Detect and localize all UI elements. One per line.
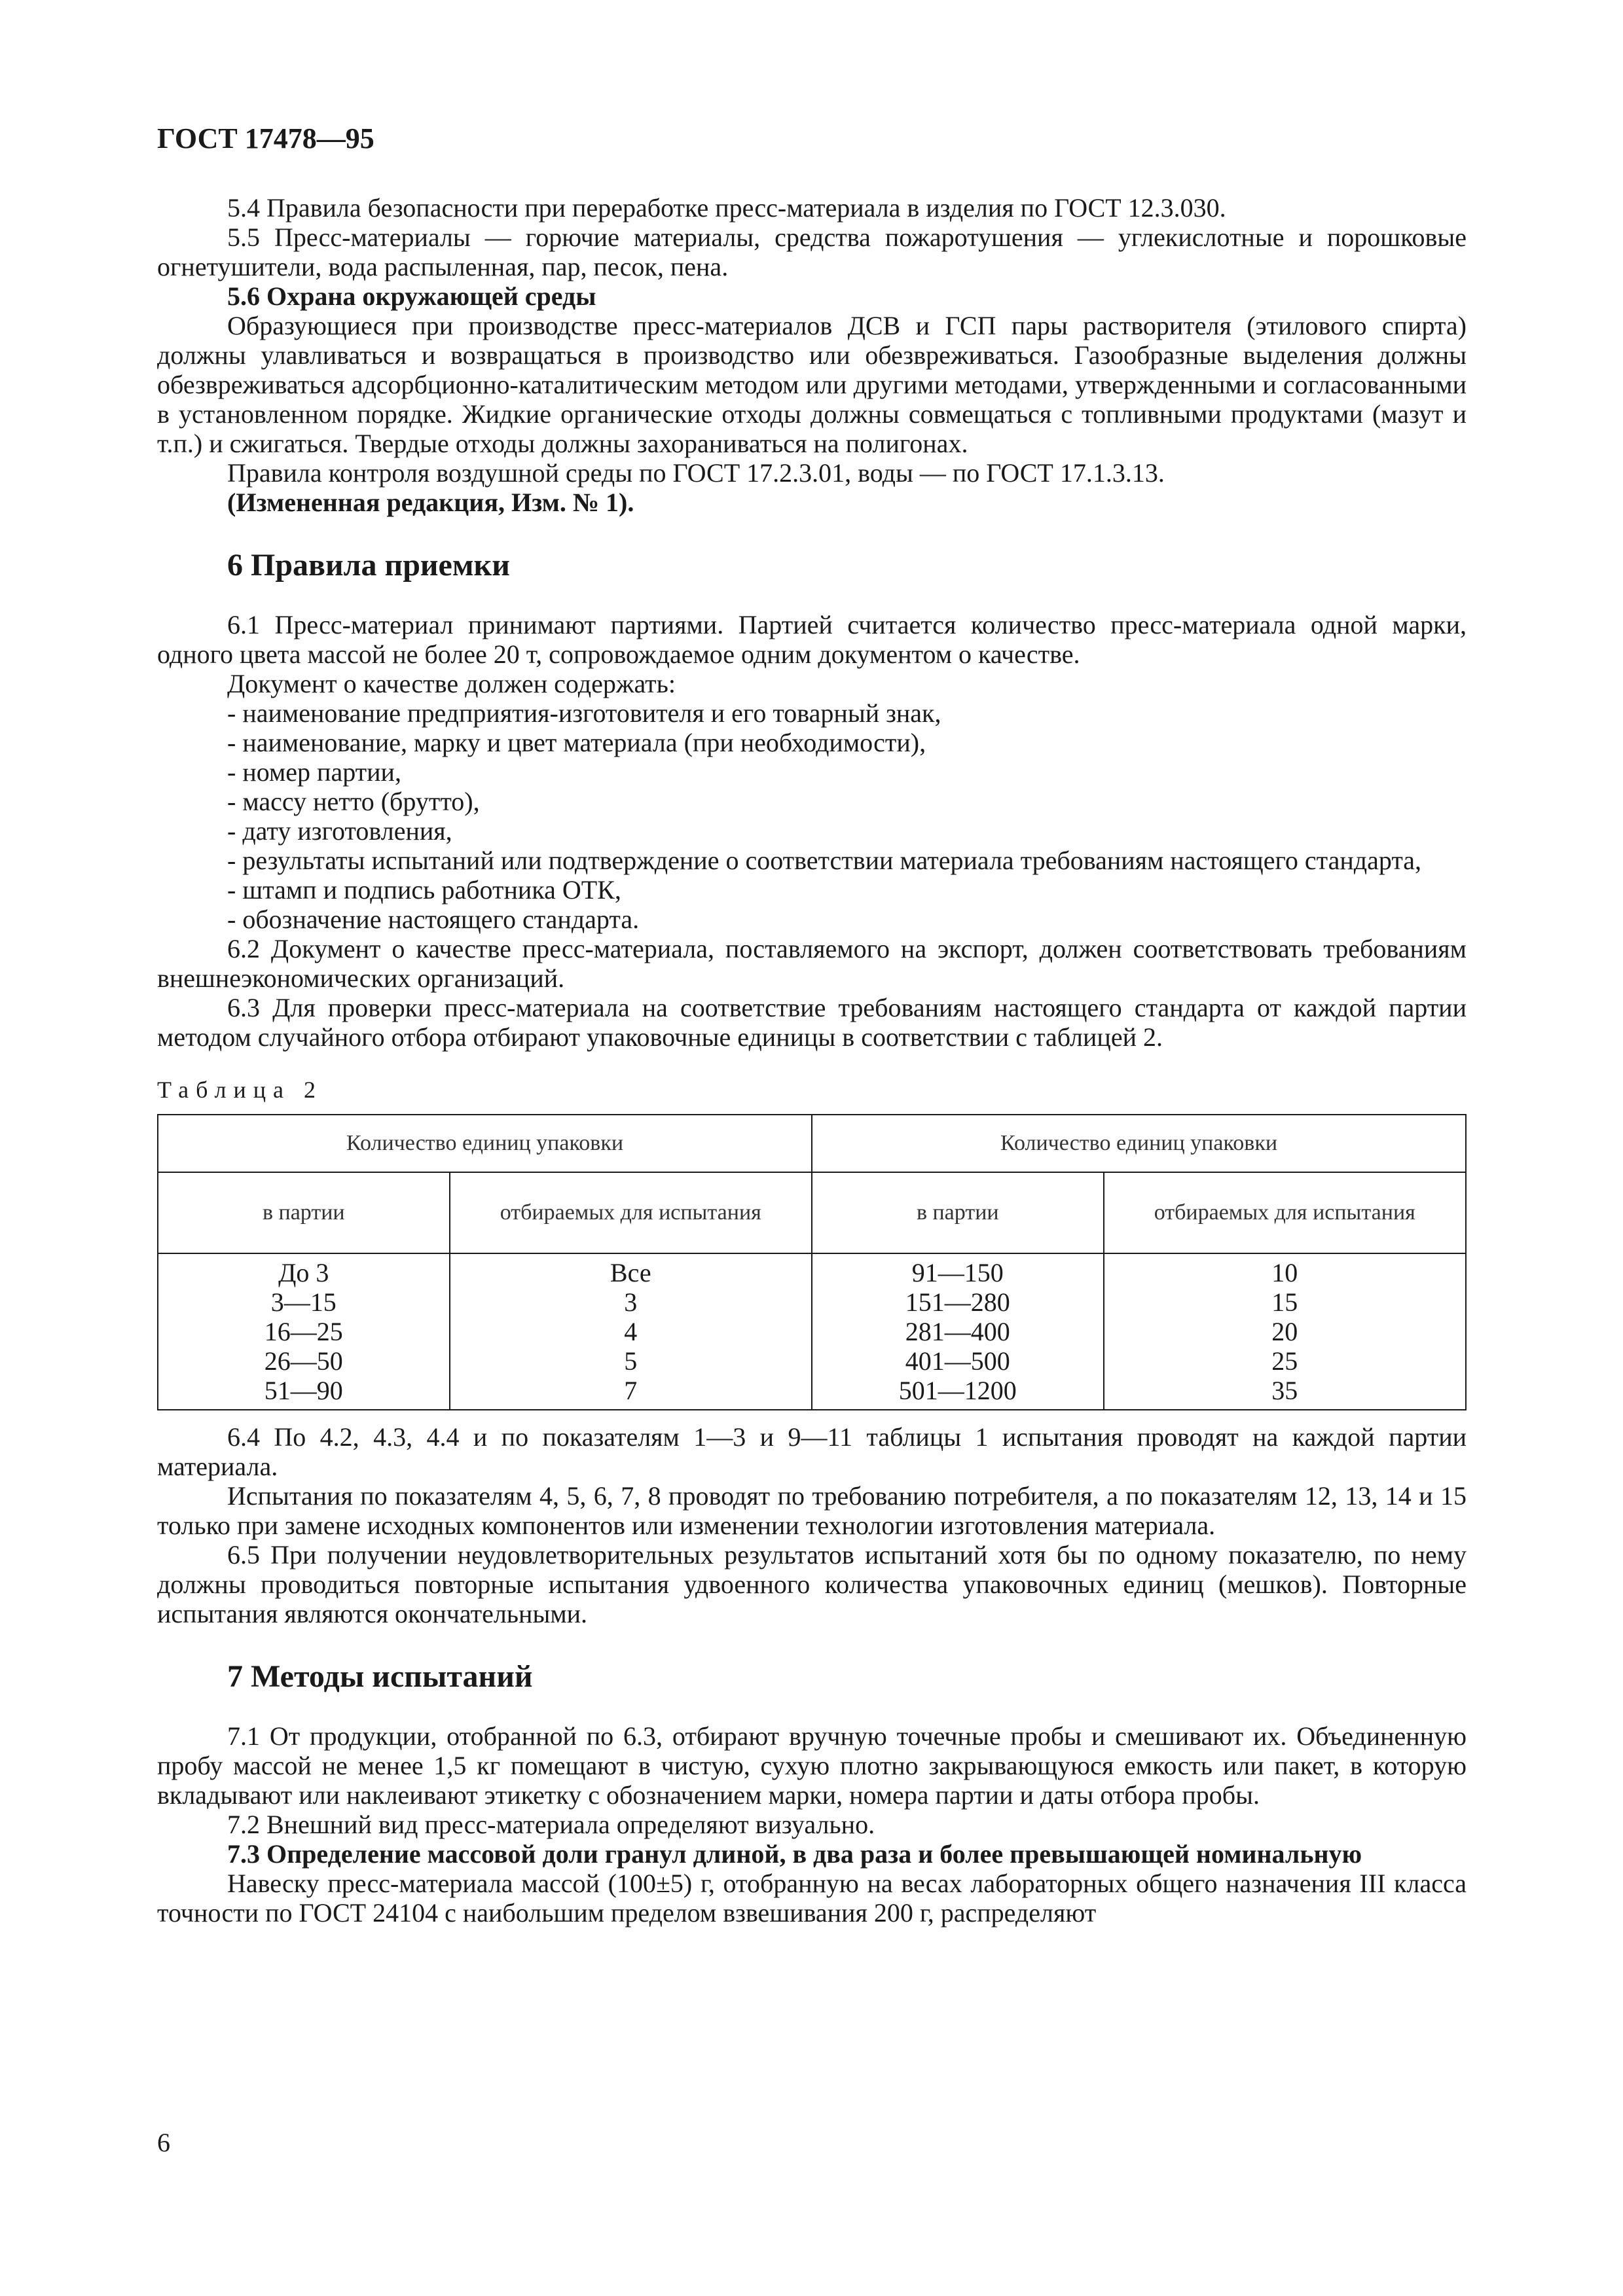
subsection-heading: 7.3 Определение массовой доли гранул длиной, в два раза и более превышающей номинальную: [227, 1839, 1362, 1869]
table-cell: 7: [450, 1376, 812, 1410]
subsection-heading: 5.6 Охрана окружающей среды: [227, 281, 596, 311]
table-cell: Все: [450, 1253, 812, 1287]
table-row: [158, 1376, 1466, 1410]
list-item: - результаты испытаний или подтверждение о соответствии материала требованиям настоящего стандарта,: [227, 846, 1422, 875]
table-row: [158, 1253, 1466, 1287]
table-row: [158, 1346, 1466, 1376]
table-row: [158, 1287, 1466, 1317]
paragraph: 6.1 Пресс-материал принимают партиями. Партией считается количество пресс-материала одной марки, одного цвета массой не более 20 т, сопровождаемое одним документом о качестве.: [157, 610, 1467, 669]
table-cell: 91—150: [812, 1253, 1104, 1287]
table-cell: 35: [1104, 1376, 1466, 1410]
table-cell: 3—15: [158, 1287, 450, 1317]
table-cell: 51—90: [158, 1376, 450, 1410]
paragraph: 6.4 По 4.2, 4.3, 4.4 и по показателям 1—3 и 9—11 таблицы 1 испытания проводят на каждой партии материала.: [157, 1422, 1467, 1481]
table-group-header: Количество единиц упаковки: [158, 1115, 812, 1172]
table-cell: 16—25: [158, 1317, 450, 1346]
paragraph: Образующиеся при производстве пресс-материалов ДСВ и ГСП пары растворителя (этилового спирта) должны улавливаться и возвращаться в производство или обезвреживаться. Газообразные выделения должны обезвреживаться адсорбционно-каталитическим методом или другими методами, утвержденными и согласованными в установленном порядке. Жидкие органические отходы должны совмещаться с топливными продуктами (мазут и т.п.) и сжигаться. Твердые отходы должны захораниваться на полигонах.: [157, 311, 1467, 458]
table-cell: 15: [1104, 1287, 1466, 1317]
subsection-heading: (Измененная редакция, Изм. № 1).: [227, 488, 634, 517]
paragraph: 6.5 При получении неудовлетворительных результатов испытаний хотя бы по одному показателю, по нему должны проводиться повторные испытания удвоенного количества упаковочных единиц (мешков). Повторные испытания являются окончательными.: [157, 1540, 1467, 1628]
paragraph: 5.4 Правила безопасности при переработке пресс-материала в изделия по ГОСТ 12.3.030.: [227, 193, 1226, 223]
table-cell: 26—50: [158, 1346, 450, 1376]
paragraph: 7.2 Внешний вид пресс-материала определяют визуально.: [227, 1810, 875, 1839]
table-2: [157, 1114, 1467, 1410]
table-cell: 401—500: [812, 1346, 1104, 1376]
table-column-header: в партии: [158, 1172, 450, 1253]
table-cell: 281—400: [812, 1317, 1104, 1346]
list-item: - наименование предприятия-изготовителя и его товарный знак,: [227, 698, 941, 728]
table-cell: 5: [450, 1346, 812, 1376]
list-item: - обозначение настоящего стандарта.: [227, 905, 640, 934]
list-item: - массу нетто (брутто),: [227, 787, 480, 816]
paragraph: 6.2 Документ о качестве пресс-материала, поставляемого на экспорт, должен соответствовать требованиям внешнеэкономических организаций.: [157, 934, 1467, 993]
paragraph: Испытания по показателям 4, 5, 6, 7, 8 проводят по требованию потребителя, а по показателям 12, 13, 14 и 15 только при замене исходных компонентов или изменении технологии изготовления материала.: [157, 1481, 1467, 1540]
table-cell: 3: [450, 1287, 812, 1317]
list-item: - штамп и подпись работника ОТК,: [227, 875, 621, 905]
document-code-header: ГОСТ 17478—95: [157, 122, 374, 154]
table-cell: 151—280: [812, 1287, 1104, 1317]
section-heading: 6 Правила приемки: [227, 548, 510, 583]
list-item: - наименование, марку и цвет материала (при необходимости),: [227, 728, 926, 757]
paragraph: Документ о качестве должен содержать:: [227, 669, 676, 698]
document-body: [157, 193, 1467, 1928]
section-heading: 7 Методы испытаний: [227, 1659, 533, 1694]
table-cell: 25: [1104, 1346, 1466, 1376]
table-caption: Таблица 2: [157, 1077, 323, 1103]
page-number: 6: [157, 2128, 170, 2157]
table-cell: 10: [1104, 1253, 1466, 1287]
list-item: - номер партии,: [227, 757, 401, 787]
paragraph: 6.3 Для проверки пресс-материала на соответствие требованиям настоящего стандарта от каждой партии методом случайного отбора отбирают упаковочные единицы в соответствии с таблицей 2.: [157, 993, 1467, 1052]
paragraph: Правила контроля воздушной среды по ГОСТ 17.2.3.01, воды — по ГОСТ 17.1.3.13.: [227, 458, 1165, 488]
table-cell: До 3: [158, 1253, 450, 1287]
table-cell: 20: [1104, 1317, 1466, 1346]
list-item: - дату изготовления,: [227, 816, 452, 846]
paragraph: Навеску пресс-материала массой (100±5) г, отобранную на весах лабораторных общего назначения III класса точности по ГОСТ 24104 с наибольшим пределом взвешивания 200 г, распределяют: [157, 1869, 1467, 1928]
paragraph: 5.5 Пресс-материалы — горючие материалы, средства пожаротушения — углекислотные и порошковые огнетушители, вода распыленная, пар, песок, пена.: [157, 223, 1467, 281]
table-cell: 501—1200: [812, 1376, 1104, 1410]
table-cell: 4: [450, 1317, 812, 1346]
table-row: [158, 1317, 1466, 1346]
table-column-header: в партии: [812, 1172, 1104, 1253]
paragraph: 7.1 От продукции, отобранной по 6.3, отбирают вручную точечные пробы и смешивают их. Объединенную пробу массой не менее 1,5 кг помещают в чистую, сухую плотно закрывающуюся емкость или пакет, в которую вкладывают или наклеивают этикетку с обозначением марки, номера партии и даты отбора пробы.: [157, 1721, 1467, 1810]
table-group-header: Количество единиц упаковки: [812, 1115, 1466, 1172]
table-column-header: отбираемых для испытания: [1104, 1172, 1466, 1253]
table-column-header: отбираемых для испытания: [450, 1172, 812, 1253]
